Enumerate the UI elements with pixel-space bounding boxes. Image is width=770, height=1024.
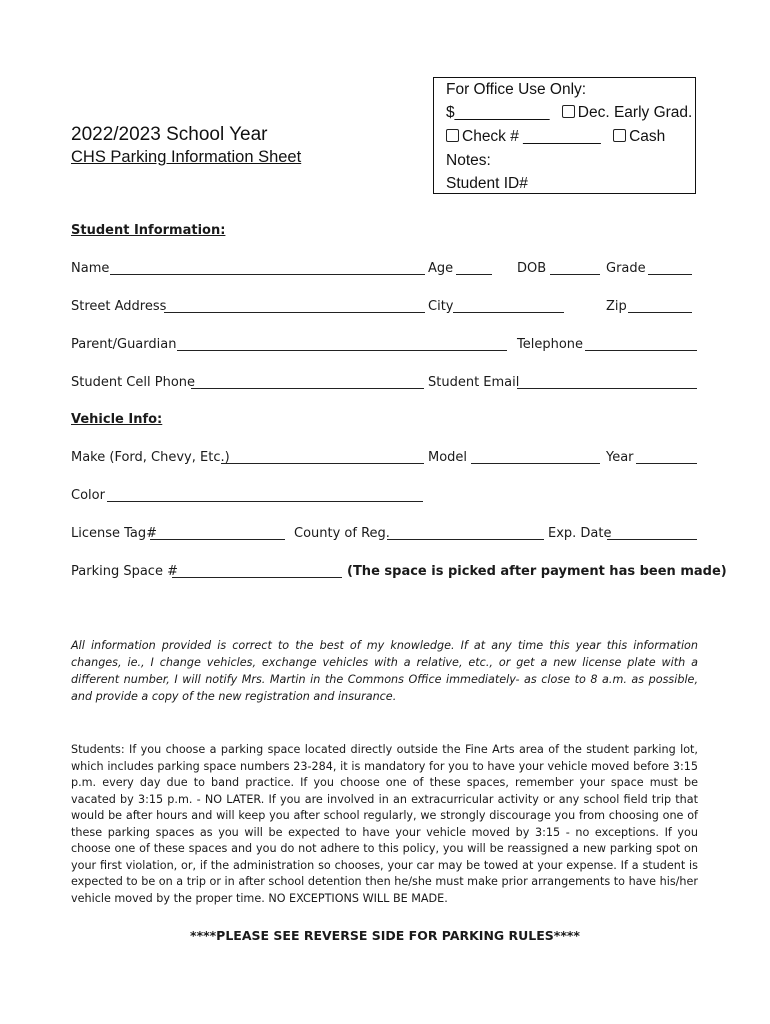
license-tag-label: License Tag# — [71, 526, 158, 541]
vehicle-info-heading: Vehicle Info: — [71, 412, 163, 427]
cell-phone-label: Student Cell Phone — [71, 375, 196, 390]
age-label: Age — [428, 261, 454, 276]
city-label: City — [428, 299, 454, 314]
name-label: Name — [71, 261, 110, 276]
office-student-id-label: Student ID# — [446, 175, 528, 192]
early-grad-checkbox[interactable] — [562, 105, 575, 118]
email-label: Student Email — [428, 375, 520, 390]
grade-label: Grade — [606, 261, 646, 276]
office-use-title: For Office Use Only: — [446, 81, 587, 98]
color-label: Color — [71, 488, 105, 503]
model-field[interactable] — [471, 463, 600, 464]
age-field[interactable] — [456, 274, 492, 275]
office-amount-row — [446, 104, 692, 122]
cash-checkbox[interactable] — [613, 129, 626, 142]
county-field[interactable] — [387, 539, 544, 540]
name-field[interactable] — [110, 274, 425, 275]
office-amount-label: $___________ — [446, 104, 550, 121]
make-field[interactable] — [221, 463, 424, 464]
exp-date-label: Exp. Date — [548, 526, 612, 541]
parent-field[interactable] — [177, 350, 507, 351]
make-label: Make (Ford, Chevy, Etc.) — [71, 450, 230, 465]
city-field[interactable] — [453, 312, 564, 313]
year-label: Year — [606, 450, 634, 465]
zip-label: Zip — [606, 299, 627, 314]
model-label: Model — [428, 450, 468, 465]
sheet-title: CHS Parking Information Sheet — [71, 148, 302, 166]
check-label: Check # _________ — [462, 128, 601, 145]
early-grad-label: Dec. Early Grad. — [577, 104, 693, 121]
office-payment-row — [446, 128, 665, 146]
office-notes-label: Notes: — [446, 152, 491, 169]
street-field[interactable] — [164, 312, 425, 313]
cell-phone-field[interactable] — [191, 388, 424, 389]
parking-space-note: (The space is picked after payment has been made) — [347, 564, 727, 579]
reverse-side-notice: ****PLEASE SEE REVERSE SIDE FOR PARKING RULES**** — [190, 928, 580, 943]
student-info-heading: Student Information: — [71, 223, 226, 238]
office-use-box — [433, 77, 696, 194]
grade-field[interactable] — [648, 274, 692, 275]
license-tag-field[interactable] — [150, 539, 285, 540]
county-label: County of Reg. — [294, 526, 390, 541]
parent-label: Parent/Guardian — [71, 337, 177, 352]
students-notice-paragraph: Students: If you choose a parking space located directly outside the Fine Arts area of the student parking lot, which includes parking space numbers 23-284, it is mandatory for you to have your vehicle moved before 3:15 p.m. every day due to band practice. If you choose one of these spaces, remember your space must be vacated by 3:15 p.m. - NO LATER. If you are involved in an extracurricular activity or any school field trip that would be after hours and will keep you after school regularly, we strongly discourage you from choosing one of these parking spaces as you will be expected to have your vehicle moved by 3:15 - no exceptions. If you choose one of these spaces and you do not adhere to this policy, you will be reassigned a new parking spot on your first violation, or, if the administration so chooses, your car may be towed at your expense. If a student is expected to be on a trip or in after school detention then he/she must make prior arrangements to have his/her vehicle moved by the proper time. NO EXCEPTIONS WILL BE MADE. — [71, 743, 698, 905]
cash-label: Cash — [629, 128, 666, 145]
dob-label: DOB — [517, 261, 547, 276]
parking-space-label: Parking Space # — [71, 564, 178, 579]
zip-field[interactable] — [628, 312, 692, 313]
telephone-label: Telephone — [517, 337, 584, 352]
telephone-field[interactable] — [585, 350, 697, 351]
check-checkbox[interactable] — [446, 129, 459, 142]
parking-space-field[interactable] — [172, 577, 342, 578]
email-field[interactable] — [517, 388, 697, 389]
statement-paragraph: All information provided is correct to the best of my knowledge. If at any time this year this information changes, ie., I change vehicles, exchange vehicles with a relative, etc., or get a new license plate with a different number, I will notify Mrs. Martin in the Commons Office immediately- as close to 8 a.m. as possible, and provide a copy of the new registration and insurance. — [71, 639, 698, 703]
dob-field[interactable] — [550, 274, 600, 275]
street-label: Street Address — [71, 299, 167, 314]
school-year-heading: 2022/2023 School Year — [71, 124, 268, 145]
year-field[interactable] — [636, 463, 697, 464]
color-field[interactable] — [107, 501, 423, 502]
exp-date-field[interactable] — [607, 539, 697, 540]
